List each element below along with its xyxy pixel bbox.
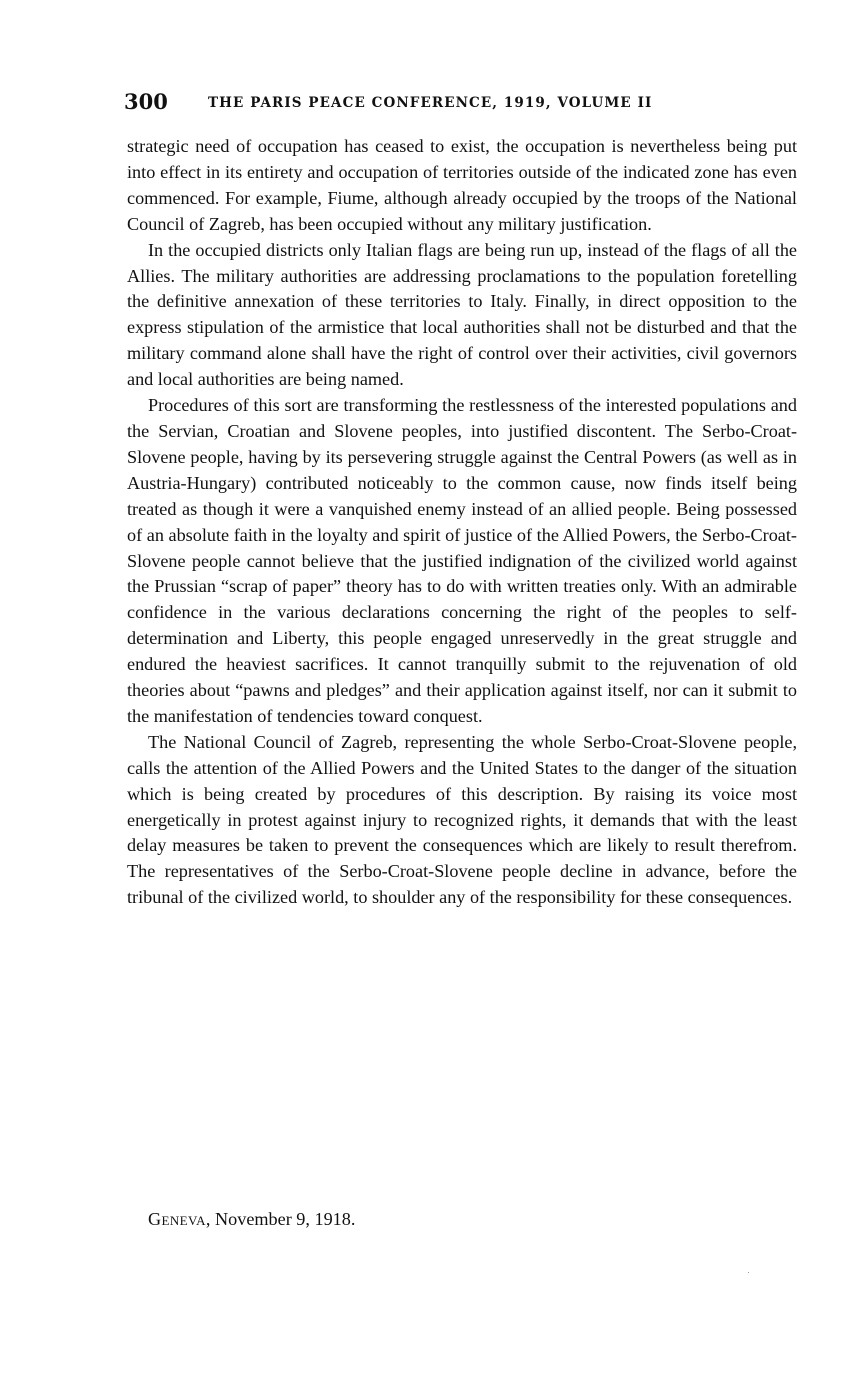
paragraph-continuation: strategic need of occupation has ceased to exist, the occupation is nevertheless being put into effect in its entirety and occupation of territories outside of the indicated zone has even commenced. For example, Fiume, although already occupied by the troops of the National Council of Zagreb, has been occupied without any military justification. <box>127 136 797 234</box>
paragraph-national-council: The National Council of Zagreb, representing the whole Serbo-Croat-Slovene people, calls the attention of the Allied Powers and the United States to the danger of the situation which is being created by procedures of this description. By raising its voice most energetically in protest against injury to recognized rights, it demands that with the least delay measures be taken to prevent the consequences which are likely to result therefrom. The representatives of the Serbo-Croat-Slovene people decline in advance, before the tribunal of the civilized world, to shoulder any of the responsibility for these consequences. <box>127 731 797 908</box>
paragraph-occupied-districts: In the occupied districts only Italian flags are being run up, instead of the flags of all the Allies. The military authorities are addressing proclamations to the population foretelling the definitive annexation of these territories to Italy. Finally, in direct opposition to the express stipulation of the armistice that local authorities shall not be disturbed and that the military command alone shall have the right of control over their activities, civil governors and local authorities are being named. <box>127 239 797 390</box>
running-head <box>124 88 804 118</box>
paragraph-procedures: Procedures of this sort are transforming the restlessness of the interested populations and the Servian, Croatian and Slovene peoples, into justified discontent. The Serbo-Croat-Slovene people, having by its persevering struggle against the Central Powers (as well as in Austria-Hungary) contributed noticeably to the common cause, now finds itself being treated as though it were a vanquished enemy instead of an allied people. Being possessed of an absolute faith in the loyalty and spirit of justice of the Allied Powers, the Serbo-Croat-Slovene people cannot believe that the justified indignation of the civilized world against the Prussian “scrap of paper” theory has to do with written treaties only. With an admirable confidence in the various declarations concerning the right of the peoples to self-determination and Liberty, this people engaged unreservedly in the great struggle and endured the heaviest sacrifices. It cannot tranquilly submit to the rejuvenation of old theories about “pawns and pledges” and their application against itself, nor can it submit to the manifestation of tendencies toward conquest. <box>127 395 797 726</box>
signoff-date: , November 9, 1918. <box>205 1209 356 1229</box>
scan-speck <box>748 1272 749 1273</box>
signoff-place: Geneva <box>148 1209 206 1229</box>
signoff-line <box>148 1206 355 1232</box>
body-text <box>127 134 797 911</box>
page-number: 300 <box>124 89 168 114</box>
running-title: THE PARIS PEACE CONFERENCE, 1919, VOLUME II <box>208 95 653 111</box>
